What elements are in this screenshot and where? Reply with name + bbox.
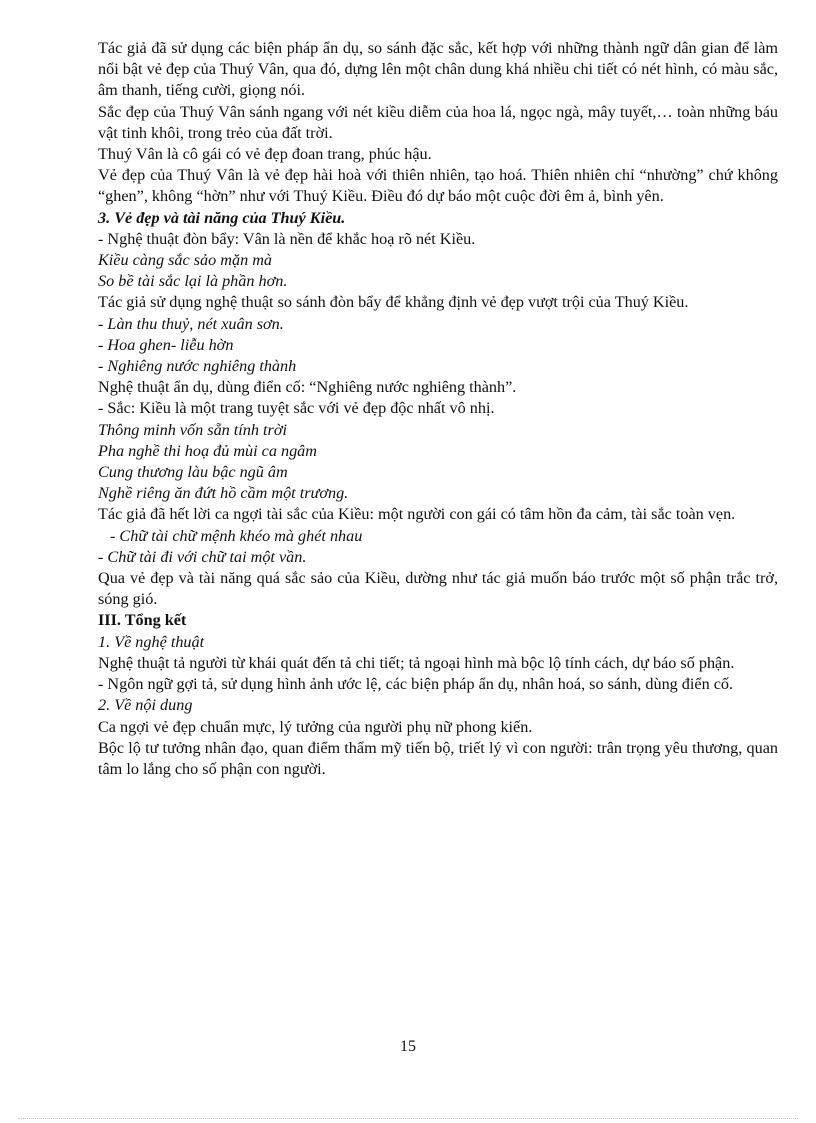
page-number: 15 <box>400 1038 416 1055</box>
body-paragraph: Thuý Vân là cô gái có vẻ đẹp đoan trang, phúc hậu. <box>98 145 432 164</box>
quoted-line: 2. Về nội dung <box>98 696 193 715</box>
quoted-line: 1. Về nghệ thuật <box>98 632 205 651</box>
body-paragraph: Nghệ thuật ẩn dụ, dùng điển cố: “Nghiêng nước nghiêng thành”. <box>98 378 517 397</box>
quoted-line: Nghề riêng ăn đứt hồ cầm một trương. <box>98 484 349 503</box>
body-paragraph: Tác giả sử dụng nghệ thuật so sánh đòn bẩy để khẳng định vẻ đẹp vượt trội của Thuý Kiều. <box>98 293 689 312</box>
body-paragraph: Tác giả đã hết lời ca ngợi tài sắc của Kiều: một người con gái có tâm hồn đa cảm, tài sắc toàn vẹn. <box>98 505 736 524</box>
body-paragraph: Vẻ đẹp của Thuý Vân là vẻ đẹp hài hoà với thiên nhiên, tạo hoá. Thiên nhiên chỉ “nhường” chứ không “ghen”, không “hờn” như với Thuý Kiều. Điều đó dự báo một cuộc đời êm ả, bình yên. <box>98 166 778 206</box>
body-paragraph: Sắc đẹp của Thuý Vân sánh ngang với nét kiều diễm của hoa lá, ngọc ngà, mây tuyết,… toàn những báu vật tinh khôi, trong trẻo của đất trời. <box>98 102 778 142</box>
quoted-line: Kiều càng sắc sảo mặn mà <box>98 251 272 270</box>
section-heading: 3. Vẻ đẹp và tài năng của Thuý Kiều. <box>98 208 346 227</box>
quoted-line: - Nghiêng nước nghiêng thành <box>98 357 297 376</box>
section-heading: III. Tổng kết <box>98 611 187 630</box>
body-paragraph: - Nghệ thuật đòn bẩy: Vân là nền để khắc hoạ rõ nét Kiều. <box>98 229 476 248</box>
body-paragraph: Ca ngợi vẻ đẹp chuẩn mực, lý tưởng của người phụ nữ phong kiến. <box>98 717 533 736</box>
quoted-line: - Chữ tài chữ mệnh khéo mà ghét nhau <box>110 526 363 545</box>
body-paragraph: Bộc lộ tư tưởng nhân đạo, quan điểm thẩm mỹ tiến bộ, triết lý vì con người: trân trọng yêu thương, quan tâm lo lắng cho số phận con người. <box>98 738 778 778</box>
body-paragraph: - Ngôn ngữ gợi tả, sử dụng hình ảnh ước lệ, các biện pháp ẩn dụ, nhân hoá, so sánh, dùng điển cố. <box>98 675 734 694</box>
quoted-line: - Làn thu thuỷ, nét xuân sơn. <box>98 314 284 333</box>
body-paragraph: Tác giả đã sử dụng các biện pháp ẩn dụ, so sánh đặc sắc, kết hợp với những thành ngữ dân gian để làm nổi bật vẻ đẹp của Thuý Vân, qua đó, dựng lên một chân dung khá nhiều chi tiết có nét hình, có màu sắc, âm thanh, tiếng cười, giọng nói. <box>98 39 778 100</box>
quoted-line: Pha nghề thi hoạ đủ mùi ca ngâm <box>98 441 317 460</box>
quoted-line: - Hoa ghen- liễu hờn <box>98 335 234 354</box>
quoted-line: Thông minh vốn sẵn tính trời <box>98 420 287 439</box>
body-paragraph: - Sắc: Kiều là một trang tuyệt sắc với vẻ đẹp độc nhất vô nhị. <box>98 399 495 418</box>
quoted-line: - Chữ tài đi với chữ tai một vần. <box>98 547 307 566</box>
body-paragraph: Nghệ thuật tả người từ khái quát đến tả chi tiết; tả ngoại hình mà bộc lộ tính cách, dự báo số phận. <box>98 653 735 672</box>
quoted-line: Cung thương làu bậc ngũ âm <box>98 463 288 482</box>
document-body <box>98 38 778 780</box>
body-paragraph: Qua vẻ đẹp và tài năng quá sắc sảo của Kiều, dường như tác giả muốn báo trước một số phận trắc trở, sóng gió. <box>98 569 778 609</box>
page-bottom-rule <box>18 1118 798 1119</box>
quoted-line: So bề tài sắc lại là phần hơn. <box>98 272 288 291</box>
